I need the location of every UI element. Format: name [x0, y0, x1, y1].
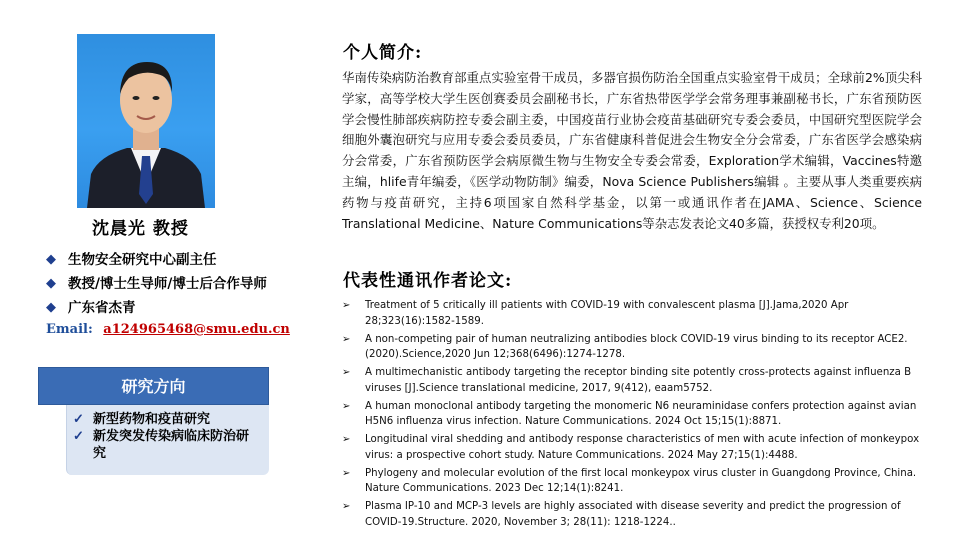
research-item-text: 新发突发传染病临床防治研究: [93, 429, 250, 461]
arrowhead-icon: ➢: [342, 367, 351, 379]
paper-text: A multimechanistic antibody targeting the receptor binding site potently cross-protects against influenza B viruses [J].Science translational medicine, 2017, 9(412), eaam5752.: [365, 367, 912, 394]
paper-text: Treatment of 5 critically ill patients with COVID-19 with convalescent plasma [J].Jama,2020 Apr 28;323(16):1582-1589.: [365, 300, 849, 327]
title-item: [46, 272, 267, 296]
arrowhead-icon: ➢: [342, 300, 351, 311]
profile-titles: [46, 248, 267, 320]
title-item-text: 生物安全研究中心副主任: [68, 252, 217, 268]
bio-text: 华南传染病防治教育部重点实验室骨干成员，多器官损伤防治全国重点实验室骨干成员；全球前2%顶尖科学家，高等学校大学生医创赛委员会副秘书长，广东省热带医学学会常务理事兼副秘书长，广东省预防医学会慢性肺部疾病防控专委会副主委，中国疫苗行业协会疫苗基础研究专委会委员，中国研究型医院学会细胞外囊泡研究与应用专委会委员委员，广东省健康科普促进会生物安全分会常委，广东省医学会感染病分会常委，广东省预防医学会病原微生物与生物安全专委会常委，Exploration学术编辑，Vaccines特邀主编，hlife青年编委，《医学动物防制》编委，Nova Science Publishers编辑 。主要从事人类重要疾病药物与疫苗研究，主持6项国家自然科学基金，以第一或通讯作者在JAMA、Science、Science Translational Medicine、Nature Communications等杂志发表论文40多篇，获授权专利20项。: [342, 70, 922, 231]
paper-text: Phylogeny and molecular evolution of the first local monkeypox virus cluster in Guangdong Province, China. Nature Communications. 2023 Dec 12;14(1):8241.: [365, 467, 917, 495]
diamond-icon: ◆: [46, 300, 56, 315]
diamond-icon: ◆: [46, 252, 56, 267]
checkmark-icon: ✓: [73, 429, 84, 444]
arrowhead-icon: ➢: [342, 501, 351, 513]
diamond-icon: ◆: [46, 276, 56, 291]
research-heading: 研究方向: [38, 367, 269, 405]
arrowhead-icon: ➢: [342, 333, 351, 345]
paper-text: Longitudinal viral shedding and antibody response characteristics of men with acute infection of monkeypox virus: a prospective cohort study. Nature Communications. 2024 May 27;15(1):4488.: [365, 434, 920, 461]
title-item: [46, 296, 267, 320]
profile-photo: [77, 34, 215, 208]
paper-text: Plasma IP-10 and MCP-3 levels are highly associated with disease severity and predict the progression of COVID-19.Structure. 2020, November 3; 28(11): 1218-1224..: [365, 501, 901, 529]
paper-item: [342, 466, 922, 497]
paper-item: [342, 365, 922, 396]
paper-item: [342, 399, 922, 430]
checkmark-icon: ✓: [73, 412, 84, 427]
email-row: [46, 322, 290, 337]
title-item-text: 广东省杰青: [68, 300, 136, 316]
papers-heading: 代表性通讯作者论文:: [343, 271, 513, 291]
research-item: [73, 411, 261, 428]
papers-list: [342, 298, 922, 533]
title-item-text: 教授/博士生导师/博士后合作导师: [68, 276, 267, 292]
title-item: [46, 248, 267, 272]
paper-text: A non-competing pair of human neutralizing antibodies block COVID-19 virus binding to its receptor ACE2. (2020).Science,2020 Jun 12;368(6496):1274-1278.: [365, 333, 908, 361]
arrowhead-icon: ➢: [342, 400, 351, 412]
research-item: [73, 428, 261, 462]
paper-item: [342, 432, 922, 463]
paper-item: [342, 499, 922, 530]
bio-heading: 个人简介:: [343, 43, 423, 63]
arrowhead-icon: ➢: [342, 434, 351, 446]
arrowhead-icon: ➢: [342, 467, 351, 479]
paper-item: [342, 332, 922, 363]
portrait-illustration: [77, 34, 215, 208]
email-link[interactable]: a124965468@smu.edu.cn: [103, 322, 290, 337]
research-item-text: 新型药物和疫苗研究: [93, 412, 211, 427]
research-box: [66, 405, 269, 475]
paper-item: [342, 298, 922, 329]
profile-name: 沈晨光 教授: [92, 219, 189, 239]
email-label: Email:: [46, 322, 93, 337]
paper-text: A human monoclonal antibody targeting the monomeric N6 neuraminidase confers protection against avian H5N6 influenza virus infection. Nature Communications. 2024 Oct 15;15(1):8871.: [365, 400, 917, 428]
